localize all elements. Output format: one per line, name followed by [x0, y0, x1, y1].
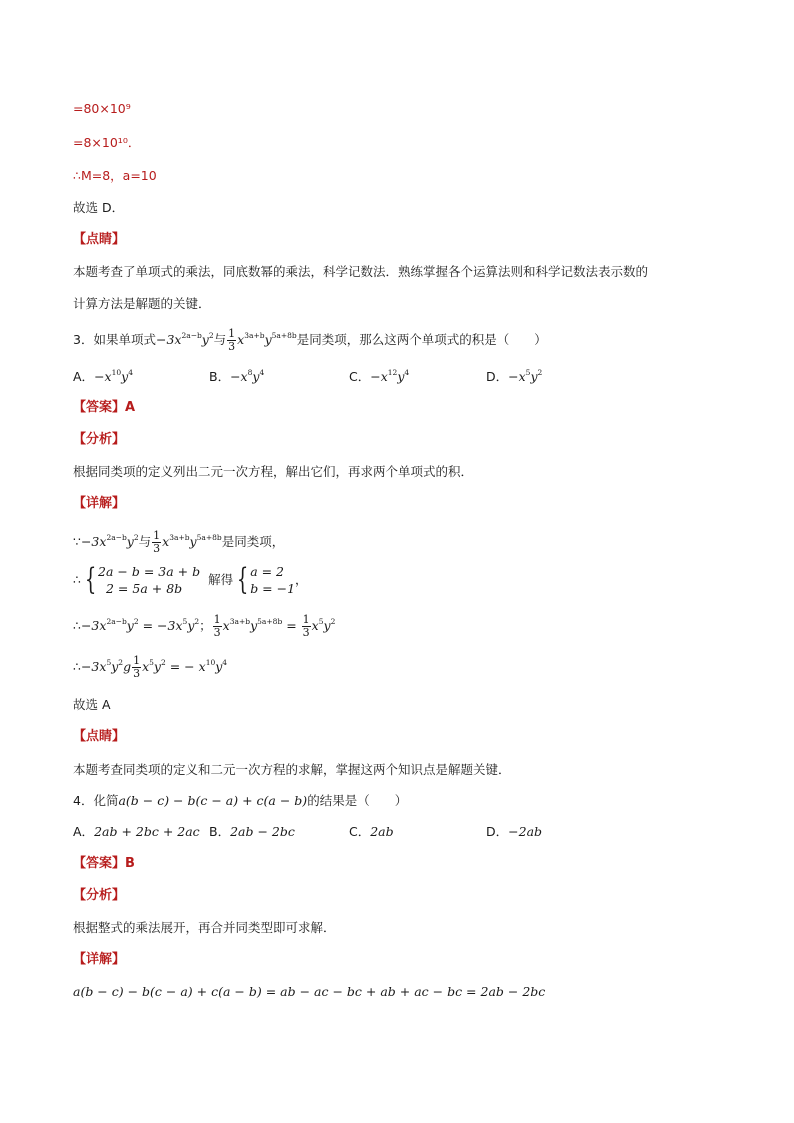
monomial-2: $x^{3a+b}y^{5a+8b}$	[237, 331, 297, 347]
detail-equation-4: a(b − c) − b(c − a) + c(a − b) = ab − ac − bc + ab + ac − bc = 2ab − 2bc	[73, 984, 546, 999]
option-c[interactable]: C．$-x^{12}y^4$	[349, 368, 410, 384]
analysis-text-4: 根据整式的乘法展开，再合并同类型即可求解．	[73, 920, 336, 935]
step-line-2: =8×10¹⁰．	[73, 135, 141, 150]
detail-line-1: $\because-3x^{2a-b}y^2$与 $\frac{1}{3}$ $x^{3a+b}y^{5a+8b}$是同类项，	[73, 529, 285, 555]
answer-label-3: 【答案】A	[73, 400, 136, 415]
detail-line-3: $\therefore-3x^{2a-b}y^2 = -3x^5y^2$； $\frac{1}{3}$ $x^{3a+b}y^{5a+8b}$ = $\frac{1}{3}$ $x^5y^2$	[73, 613, 336, 639]
step-line-1: =80×10⁹	[73, 101, 131, 116]
fraction-one-third: $\frac{1}{3}$	[228, 327, 236, 353]
detail-line-5: 故选 A	[73, 697, 111, 712]
analysis-text-3: 根据同类项的定义列出二元一次方程，解出它们，再求两个单项式的积．	[73, 464, 474, 479]
detail-heading-3: 【详解】	[73, 496, 126, 511]
question-3-mid: 与	[213, 332, 227, 347]
section-heading-dianjing: 【点睛】	[73, 232, 126, 247]
question-3-stem	[73, 328, 547, 353]
option-d[interactable]: D．−2ab	[486, 824, 543, 839]
option-a[interactable]: A．2ab + 2bc + 2ac	[73, 824, 200, 839]
question-4-stem: 4．化简a(b − c) − b(c − a) + c(a − b)的结果是（ ）	[73, 793, 408, 808]
step-line-3: ∴M=8，a=10	[73, 168, 157, 183]
option-c[interactable]: C．2ab	[349, 824, 394, 839]
question-3-prefix: 3．如果单项式	[73, 332, 156, 347]
analysis-heading-4: 【分析】	[73, 888, 126, 903]
option-b[interactable]: B．2ab − 2bc	[209, 824, 295, 839]
comment-paragraph-line-2: 计算方法是解题的关键．	[73, 296, 211, 311]
question-3-suffix: 是同类项，那么这两个单项式的积是（ ）	[296, 332, 547, 347]
answer-label-4: 【答案】B	[73, 856, 135, 871]
step-line-4: 故选 D．	[73, 200, 125, 215]
monomial-1: $-3x^{2a-b}y^2$	[155, 331, 214, 347]
detail-line-2-system: ∴ { 2a − b = 3a + b 2 = 5a + 8b 解得 { a = 2 b = −1，	[73, 562, 308, 597]
option-a[interactable]: A．$-x^{10}y^4$	[73, 368, 133, 384]
option-b[interactable]: B．$-x^8y^4$	[209, 368, 265, 384]
option-d[interactable]: D．$-x^5y^2$	[486, 368, 543, 384]
comment-paragraph-2: 本题考查同类项的定义和二元一次方程的求解，掌握这两个知识点是解题关键．	[73, 762, 511, 777]
analysis-heading-3: 【分析】	[73, 432, 126, 447]
detail-heading-4: 【详解】	[73, 952, 126, 967]
detail-line-4: $\therefore-3x^5y^2g$ $\frac{1}{3}$ $x^5y^2$ = − $x^{10}y^4$	[73, 654, 228, 680]
section-heading-dianjing-2: 【点睛】	[73, 729, 126, 744]
comment-paragraph-line-1: 本题考查了单项式的乘法，同底数幂的乘法，科学记数法．熟练掌握各个运算法则和科学记数法表示数的	[73, 264, 649, 279]
